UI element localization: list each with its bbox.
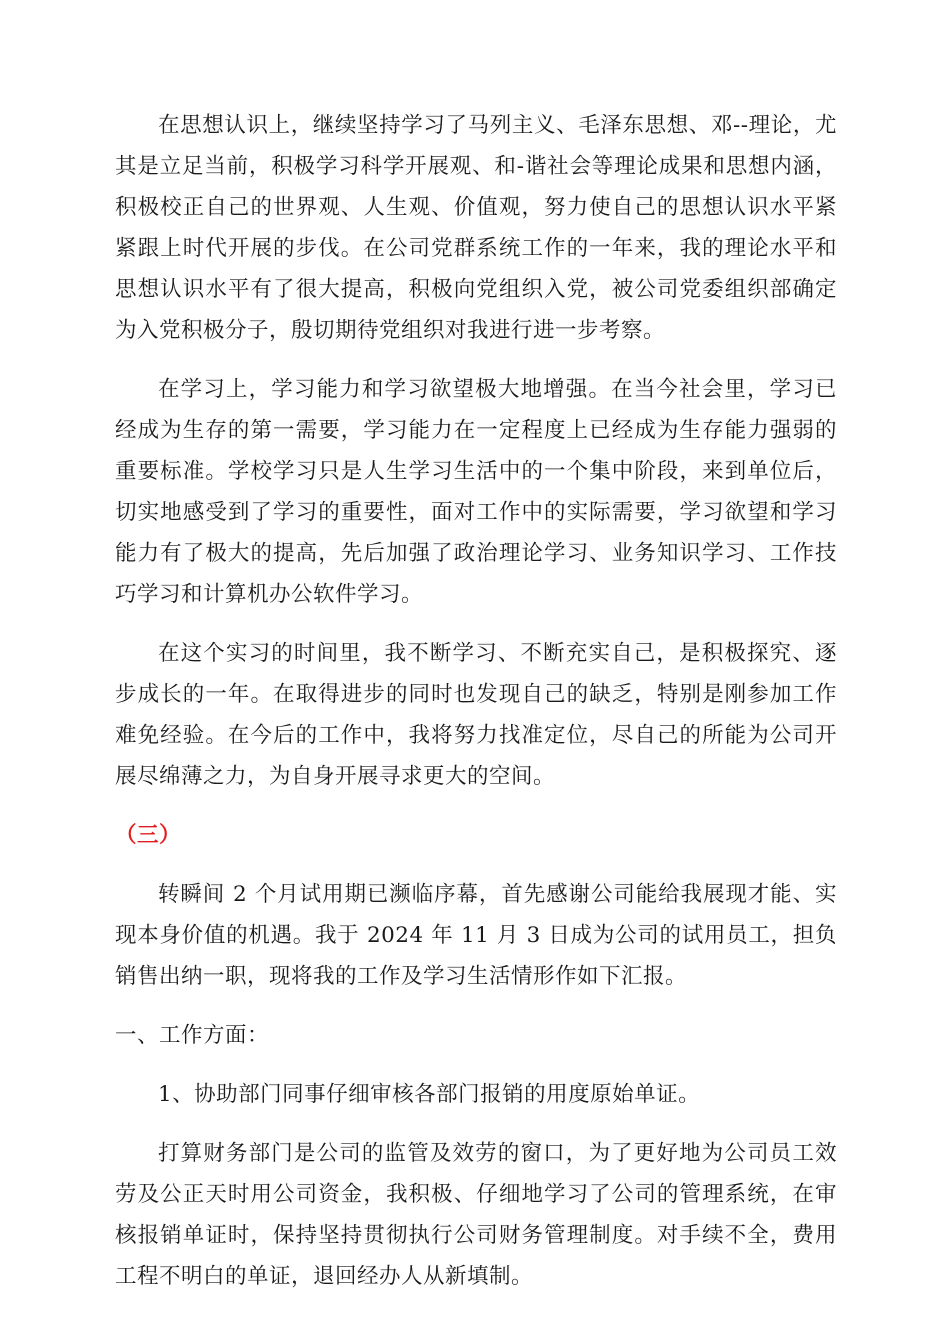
section-heading-three: （三） bbox=[115, 823, 182, 848]
document-body bbox=[115, 105, 837, 1315]
paragraph-work-item-1: 1、协助部门同事仔细审核各部门报销的用度原始单证。 bbox=[158, 1082, 701, 1107]
paragraph-finance-review: 打算财务部门是公司的监管及效劳的窗口，为了更好地为公司员工效劳及公正天时用公司资金，我积极、仔细地学习了公司的管理系统，在审核报销单证时，保持坚持贯彻执行公司财务管理制度。对手续不全，费用工程不明白的单证，退回经办人从新填制。 bbox=[115, 1141, 837, 1289]
list-heading-work: 一、工作方面： bbox=[115, 1023, 270, 1048]
paragraph-probation-intro: 转瞬间 2 个月试用期已濒临序幕，首先感谢公司能给我展现才能、实现本身价值的机遇。我于 2024 年 11 月 3 日成为公司的试用员工，担负销售出纳一职，现将我的工作及学习生活情形作如下汇报。 bbox=[115, 882, 837, 989]
paragraph-internship-summary: 在这个实习的时间里，我不断学习、不断充实自己，是积极探究、逐步成长的一年。在取得进步的同时也发现自己的缺乏，特别是刚参加工作难免经验。在今后的工作中，我将努力找准定位，尽自己的所能为公司开展尽绵薄之力，为自身开展寻求更大的空间。 bbox=[115, 641, 837, 789]
paragraph-thought-awareness: 在思想认识上，继续坚持学习了马列主义、毛泽东思想、邓--理论，尤其是立足当前，积极学习科学开展观、和-谐社会等理论成果和思想内涵，积极校正自己的世界观、人生观、价值观，努力使自己的思想认识水平紧紧跟上时代开展的步伐。在公司党群系统工作的一年来，我的理论水平和思想认识水平有了很大提高，积极向党组织入党，被公司党委组织部确定为入党积极分子，殷切期待党组织对我进行进一步考察。 bbox=[115, 113, 837, 343]
paragraph-learning: 在学习上，学习能力和学习欲望极大地增强。在当今社会里，学习已经成为生存的第一需要，学习能力在一定程度上已经成为生存能力强弱的重要标准。学校学习只是人生学习生活中的一个集中阶段，来到单位后，切实地感受到了学习的重要性，面对工作中的实际需要，学习欲望和学习能力有了极大的提高，先后加强了政治理论学习、业务知识学习、工作技巧学习和计算机办公软件学习。 bbox=[115, 377, 837, 607]
